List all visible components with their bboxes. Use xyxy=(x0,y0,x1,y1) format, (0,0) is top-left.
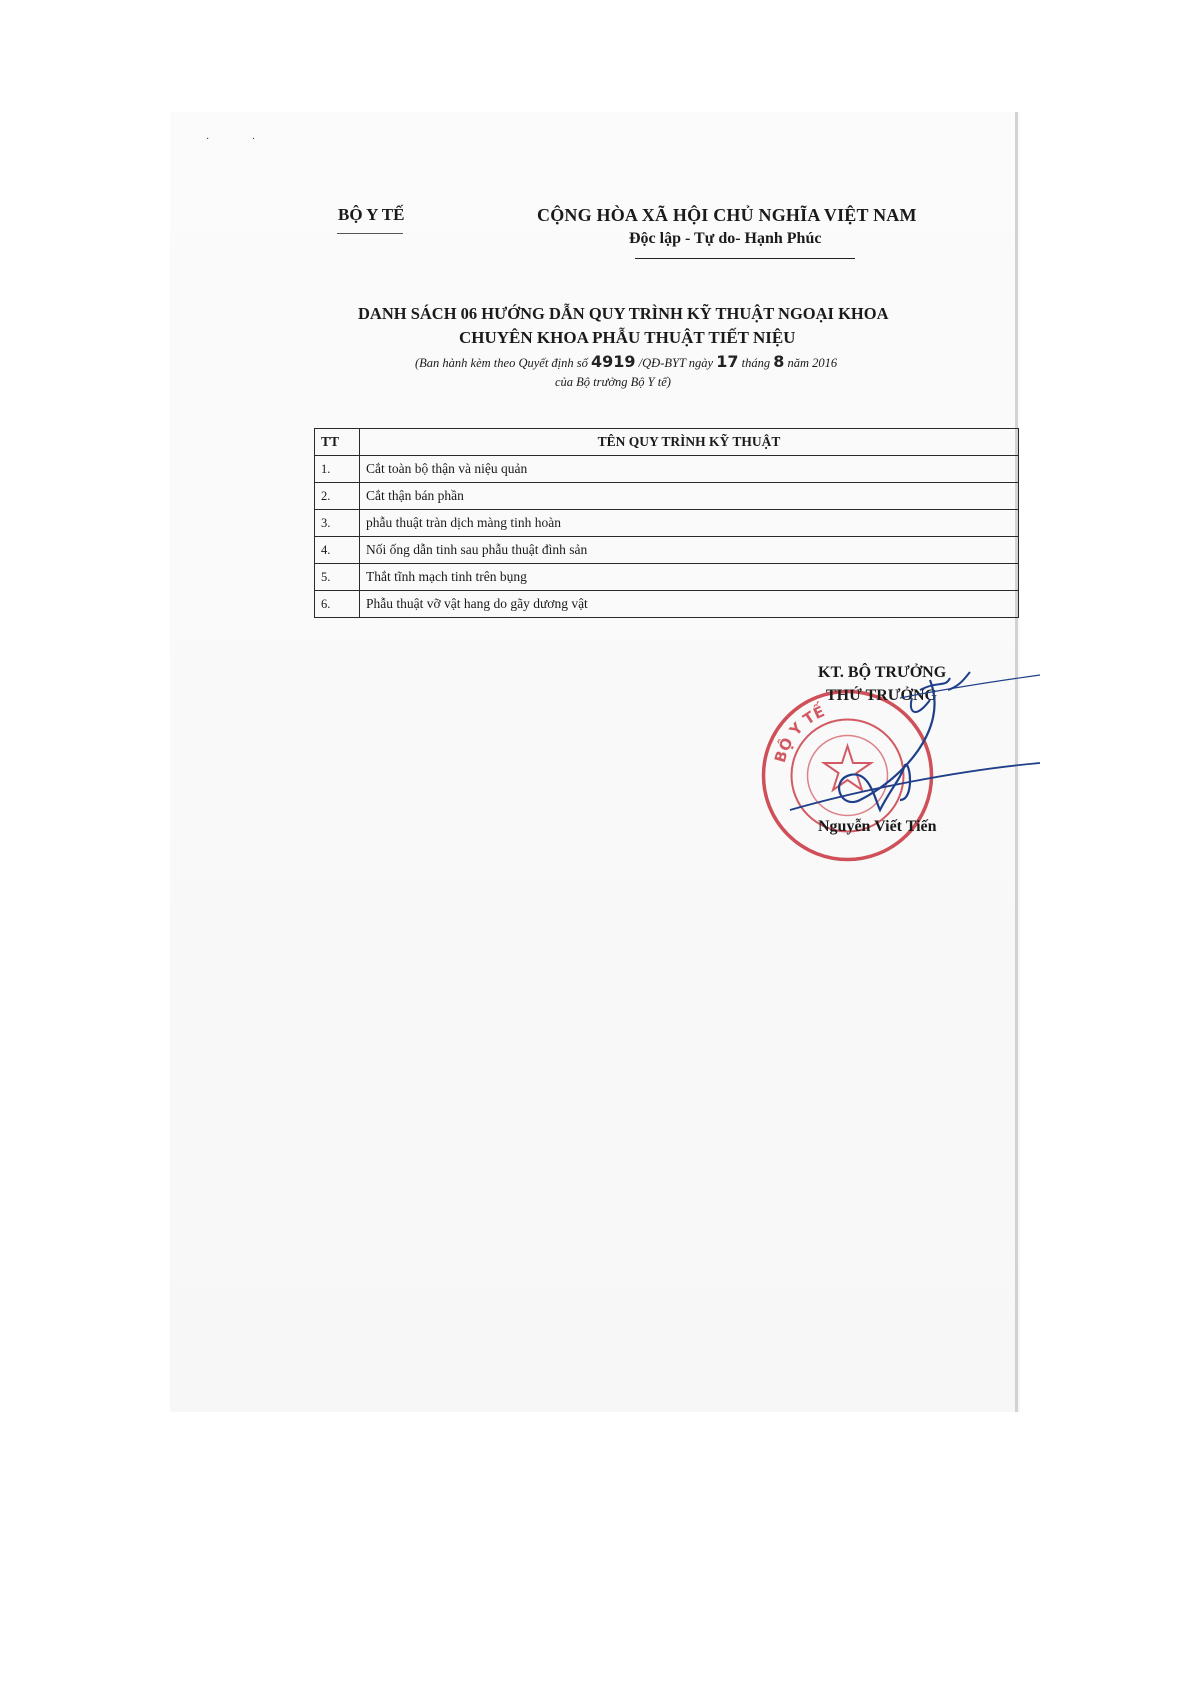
row-procedure: Phẫu thuật vỡ vật hang do gãy dương vật xyxy=(360,591,1019,618)
procedures-table xyxy=(314,428,1019,618)
document-title-line1: DANH SÁCH 06 HƯỚNG DẪN QUY TRÌNH KỸ THUẬT NGOẠI KHOA xyxy=(358,304,889,323)
month-label: tháng xyxy=(741,356,771,370)
national-motto: Độc lập - Tự do- Hạnh Phúc xyxy=(629,230,822,247)
issuance-mid: /QĐ-BYT ngày xyxy=(638,356,714,370)
table-row xyxy=(315,483,1019,510)
issued-by: của Bộ trưởng Bộ Y tế) xyxy=(555,375,671,389)
scan-specks: · · xyxy=(206,134,276,145)
signatory-title-2: THỨ TRƯỞNG xyxy=(826,687,937,704)
decision-number: 4919 xyxy=(591,352,636,371)
row-no: 2. xyxy=(315,483,360,510)
ministry-underline xyxy=(337,233,403,234)
signatory-name: Nguyễn Viết Tiến xyxy=(818,818,937,835)
row-no: 4. xyxy=(315,537,360,564)
row-procedure: Thắt tĩnh mạch tinh trên bụng xyxy=(360,564,1019,591)
nation-name: CỘNG HÒA XÃ HỘI CHỦ NGHĨA VIỆT NAM xyxy=(537,205,917,225)
signatory-title-1: KT. BỘ TRƯỞNG xyxy=(818,664,947,681)
table-header-row xyxy=(315,429,1019,456)
table-row xyxy=(315,591,1019,618)
row-procedure: phẫu thuật tràn dịch màng tinh hoàn xyxy=(360,510,1019,537)
issuance-note xyxy=(415,352,837,371)
year-label: năm 2016 xyxy=(787,356,838,370)
table-row xyxy=(315,510,1019,537)
motto-underline xyxy=(635,258,855,259)
row-no: 5. xyxy=(315,564,360,591)
table-row xyxy=(315,456,1019,483)
issuance-day: 17 xyxy=(716,352,739,371)
table-row xyxy=(315,537,1019,564)
row-no: 1. xyxy=(315,456,360,483)
row-no: 6. xyxy=(315,591,360,618)
header-procedure-name: TÊN QUY TRÌNH KỸ THUẬT xyxy=(360,429,1019,456)
table-row xyxy=(315,564,1019,591)
row-procedure: Cắt thận bán phần xyxy=(360,483,1019,510)
row-procedure: Cắt toàn bộ thận và niệu quản xyxy=(360,456,1019,483)
issuance-prefix: (Ban hành kèm theo Quyết định số xyxy=(415,356,588,370)
row-procedure: Nối ống dẫn tinh sau phẫu thuật đình sản xyxy=(360,537,1019,564)
row-no: 3. xyxy=(315,510,360,537)
document-title-line2: CHUYÊN KHOA PHẪU THUẬT TIẾT NIỆU xyxy=(459,328,796,347)
issuance-month: 8 xyxy=(773,352,785,371)
stamp-text: BỘ Y TẾ xyxy=(770,702,828,765)
ministry-name: BỘ Y TẾ xyxy=(338,205,405,224)
header-no: TT xyxy=(315,429,360,456)
